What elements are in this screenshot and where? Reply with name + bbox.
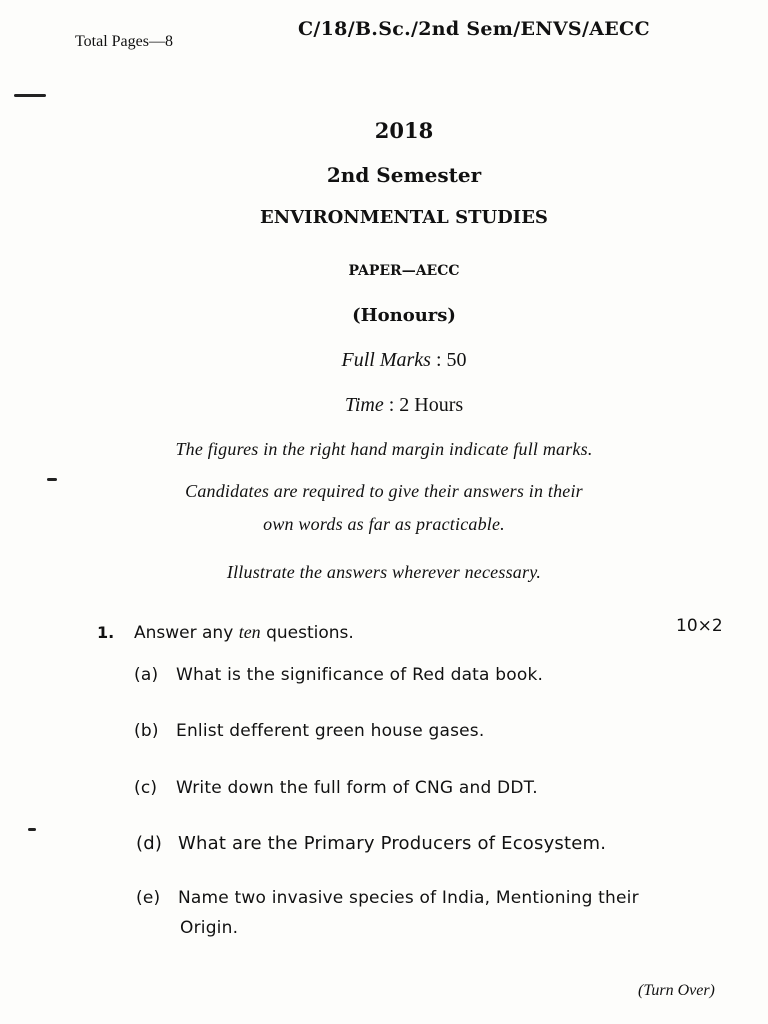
question-prompt-start: Answer any xyxy=(134,623,239,643)
subject-title: ENVIRONMENTAL STUDIES xyxy=(260,207,548,228)
paper-code: C/18/B.Sc./2nd Sem/ENVS/AECC xyxy=(298,18,650,40)
scan-mark xyxy=(28,828,36,831)
sub-question xyxy=(136,833,606,854)
full-marks-label: Full Marks xyxy=(341,349,431,371)
scan-mark xyxy=(14,94,46,97)
sub-question-continuation: Origin. xyxy=(180,918,239,938)
sub-question-label: (e) xyxy=(136,888,161,908)
sub-question-label: (a) xyxy=(134,665,159,685)
time-value: : 2 Hours xyxy=(388,394,464,416)
instruction-line: Candidates are required to give their answers in their xyxy=(185,481,583,501)
sub-question xyxy=(136,888,639,938)
sub-question-text: What is the significance of Red data book. xyxy=(176,665,544,685)
question-prompt xyxy=(134,622,354,643)
sub-question-text: Write down the full form of CNG and DDT. xyxy=(176,778,538,798)
sub-question xyxy=(134,778,538,798)
question-marks: 10×2 xyxy=(676,616,723,636)
sub-question xyxy=(134,721,484,741)
question-prompt-end: questions. xyxy=(260,623,354,643)
full-marks-value: : 50 xyxy=(435,349,467,371)
paper-name: PAPER—AECC xyxy=(348,263,460,279)
instruction-line: Illustrate the answers wherever necessary. xyxy=(226,562,542,582)
exam-time xyxy=(20,394,768,417)
honours-label: (Honours) xyxy=(352,305,456,326)
sub-question-text: Name two invasive species of India, Mentioning their xyxy=(178,888,639,908)
sub-question-label: (b) xyxy=(134,721,159,741)
sub-question xyxy=(134,665,543,685)
question-prompt-emphasis: ten xyxy=(238,622,261,642)
turn-over-note: (Turn Over) xyxy=(638,982,715,999)
semester: 2nd Semester xyxy=(326,163,482,187)
sub-question-label: (c) xyxy=(134,778,158,798)
sub-question-text: What are the Primary Producers of Ecosystem. xyxy=(178,833,607,854)
sub-question-text: Enlist defferent green house gases. xyxy=(176,721,485,741)
time-label: Time xyxy=(344,394,384,416)
exam-year: 2018 xyxy=(374,118,434,143)
full-marks xyxy=(20,349,768,372)
sub-question-label: (d) xyxy=(136,833,163,854)
instruction-line: own words as far as practicable. xyxy=(263,514,505,534)
instruction-line: The figures in the right hand margin indicate full marks. xyxy=(175,439,593,459)
question-number: 1. xyxy=(97,623,115,642)
total-pages: Total Pages—8 xyxy=(75,33,173,50)
